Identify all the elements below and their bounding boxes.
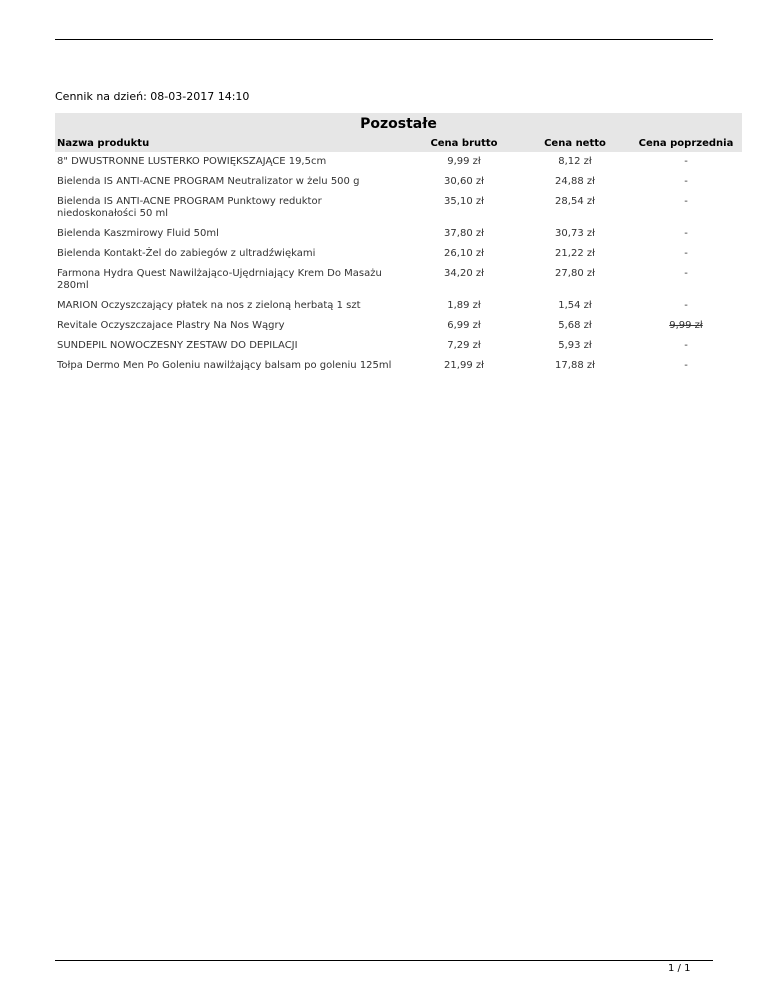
page-number: 1 / 1 — [668, 963, 691, 974]
table-row — [55, 356, 742, 376]
table-row — [55, 336, 742, 356]
section-header-row — [55, 113, 742, 136]
table-row — [55, 296, 742, 316]
header-rule — [55, 39, 713, 40]
price-previous: - — [684, 340, 688, 351]
price-previous: - — [684, 268, 688, 279]
price-brutto: 6,99 zł — [447, 320, 481, 331]
price-netto: 1,54 zł — [558, 300, 592, 311]
price-previous: - — [684, 360, 688, 371]
table-row — [55, 264, 742, 296]
product-name: Bielenda Kaszmirowy Fluid 50ml — [57, 228, 219, 239]
table-row — [55, 152, 742, 172]
price-list-date: Cennik na dzień: 08-03-2017 14:10 — [55, 90, 250, 103]
column-header-brutto: Cena brutto — [408, 136, 520, 152]
price-netto: 24,88 zł — [555, 176, 595, 187]
product-name: SUNDEPIL NOWOCZESNY ZESTAW DO DEPILACJI — [57, 340, 298, 351]
price-netto: 8,12 zł — [558, 156, 592, 167]
price-table — [55, 113, 742, 376]
price-previous: - — [684, 196, 688, 207]
product-name: Revitale Oczyszczajace Plastry Na Nos Wągry — [57, 320, 285, 331]
price-brutto: 34,20 zł — [444, 268, 484, 279]
product-name: Bielenda IS ANTI-ACNE PROGRAM Neutralizator w żelu 500 g — [57, 176, 360, 187]
table-row — [55, 244, 742, 264]
price-brutto: 7,29 zł — [447, 340, 481, 351]
table-row — [55, 192, 742, 224]
product-name: MARION Oczyszczający płatek na nos z zieloną herbatą 1 szt — [57, 300, 361, 311]
column-header-netto: Cena netto — [520, 136, 630, 152]
price-previous: - — [684, 176, 688, 187]
price-brutto: 26,10 zł — [444, 248, 484, 259]
price-previous: - — [684, 248, 688, 259]
table-row — [55, 316, 742, 336]
price-brutto: 1,89 zł — [447, 300, 481, 311]
product-name: Tołpa Dermo Men Po Goleniu nawilżający balsam po goleniu 125ml — [57, 360, 392, 371]
price-previous: - — [684, 300, 688, 311]
product-name: 8" DWUSTRONNE LUSTERKO POWIĘKSZAJĄCE 19,5cm — [57, 156, 327, 167]
price-netto: 5,93 zł — [558, 340, 592, 351]
footer-rule — [55, 960, 713, 961]
price-previous: - — [684, 156, 688, 167]
price-brutto: 35,10 zł — [444, 196, 484, 207]
price-brutto: 9,99 zł — [447, 156, 481, 167]
column-header-name: Nazwa produktu — [55, 136, 408, 152]
product-name: Bielenda Kontakt-Żel do zabiegów z ultradźwiękami — [57, 248, 316, 259]
price-netto: 27,80 zł — [555, 268, 595, 279]
price-netto: 17,88 zł — [555, 360, 595, 371]
price-netto: 30,73 zł — [555, 228, 595, 239]
price-brutto: 30,60 zł — [444, 176, 484, 187]
product-name: Bielenda IS ANTI-ACNE PROGRAM Punktowy reduktor niedoskonałości 50 ml — [57, 196, 322, 219]
price-netto: 5,68 zł — [558, 320, 592, 331]
price-brutto: 21,99 zł — [444, 360, 484, 371]
table-row — [55, 172, 742, 192]
table-row — [55, 224, 742, 244]
section-title: Pozostałe — [55, 113, 742, 136]
column-header-row — [55, 136, 742, 152]
product-name: Farmona Hydra Quest Nawilżająco-Ujędrniający Krem Do Masażu 280ml — [57, 268, 382, 291]
price-netto: 21,22 zł — [555, 248, 595, 259]
previous-price-strikethrough: 9,99 zł — [669, 320, 703, 331]
price-previous-struck — [630, 316, 742, 336]
price-brutto: 37,80 zł — [444, 228, 484, 239]
price-netto: 28,54 zł — [555, 196, 595, 207]
column-header-previous: Cena poprzednia — [630, 136, 742, 152]
price-previous: - — [684, 228, 688, 239]
